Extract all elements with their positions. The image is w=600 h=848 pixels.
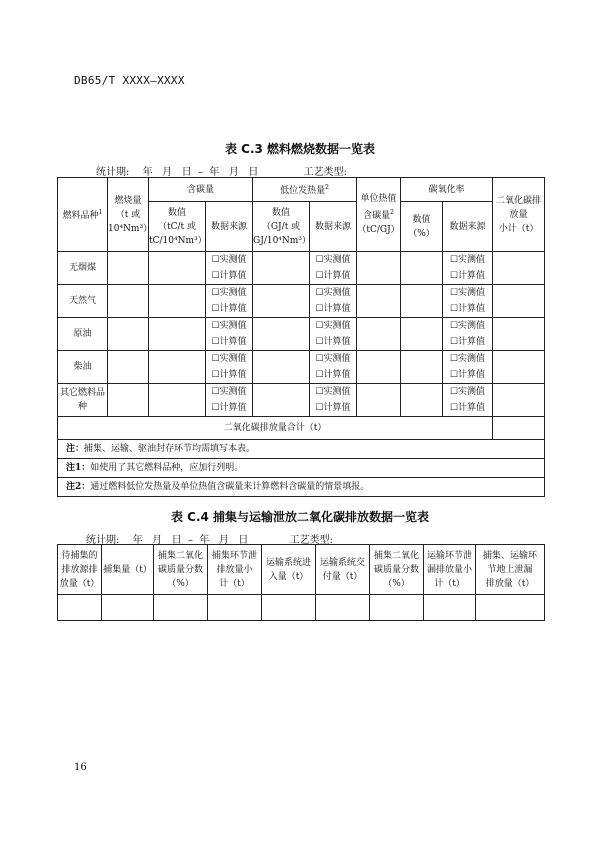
ox-source-options[interactable]: ☐实测值 ☐计算值 [443,351,493,384]
ox-source-options[interactable]: ☐实测值 ☐计算值 [443,285,493,318]
header-consumption: 燃烧量 （t 或 10⁴Nm³） [108,178,149,252]
data-cell[interactable] [208,595,262,621]
fuel-name: 其它燃料品种 [58,384,108,417]
header-transport-leak-subtotal: 运输环节泄 漏排放量小 计（t） [424,545,476,595]
unit-cc-cell[interactable] [357,252,401,285]
consumption-cell[interactable] [108,252,149,285]
ncv-value-cell[interactable] [253,384,310,417]
fuel-name: 无烟煤 [58,252,108,285]
total-row [58,417,545,440]
header-transport-co2-fraction: 捕集二氧化 碳质量分数 （%） [370,545,424,595]
cc-value-cell[interactable] [149,252,206,285]
cc-value-cell[interactable] [149,285,206,318]
header-ox-value: 数值 （%） [401,202,443,252]
table-row [58,252,545,285]
ox-source-options[interactable]: ☐实测值 ☐计算值 [443,252,493,285]
ncv-source-options[interactable]: ☐实测值 ☐计算值 [310,351,357,384]
consumption-cell[interactable] [108,318,149,351]
consumption-cell[interactable] [108,384,149,417]
cc-value-cell[interactable] [149,384,206,417]
table-row [58,384,545,417]
fuel-combustion-table [57,177,545,497]
ncv-source-options[interactable]: ☐实测值 ☐计算值 [310,252,357,285]
ncv-value-cell[interactable] [253,351,310,384]
data-cell[interactable] [316,595,370,621]
unit-cc-cell[interactable] [357,318,401,351]
header-ground-leak-total: 捕集、运输环 节地上泄漏 排放量（t） [476,545,545,595]
fuel-name: 柴油 [58,351,108,384]
note-2: 注2：通过燃料低位发热量及单位热值含碳量来计算燃料含碳量的情景填报。 [58,478,545,497]
ox-source-options[interactable]: ☐实测值 ☐计算值 [443,384,493,417]
ncv-value-cell[interactable] [253,285,310,318]
ox-value-cell[interactable] [401,351,443,384]
header-cc-source: 数据来源 [206,202,253,252]
consumption-cell[interactable] [108,351,149,384]
header-transport-delivery: 运输系统交 付量（t） [316,545,370,595]
stat-period-label: 统计期: [86,535,120,546]
header-cc-value: 数值 （tC/t 或 tC/10⁴Nm³） [149,202,206,252]
note-row [58,440,545,459]
stat-period-dates: 年 月 日 – 年 月 日 [142,167,259,178]
ncv-source-options[interactable]: ☐实测值 ☐计算值 [310,318,357,351]
process-type-label: 工艺类型: [303,167,347,178]
unit-cc-cell[interactable] [357,384,401,417]
table-row [58,595,545,621]
header-ncv: 低位发热量$^2$ [253,178,357,202]
table-row [58,285,545,318]
table-row [58,318,545,351]
unit-cc-cell[interactable] [357,285,401,318]
header-fuel-type: 燃料品种$^1$ [58,178,108,252]
ncv-value-cell[interactable] [253,252,310,285]
header-co2-subtotal: 二氧化碳排 放量 小计（t） [493,178,545,252]
data-cell[interactable] [370,595,424,621]
cc-value-cell[interactable] [149,318,206,351]
co2-total-label: 二氧化碳排放量合计（t） [58,417,493,440]
header-unit-carbon-content: 单位热值 含碳量$^2$ （tC/GJ） [357,178,401,252]
data-cell[interactable] [476,595,545,621]
data-cell[interactable] [262,595,316,621]
header-ncv-value: 数值 （GJ/t 或 GJ/10⁴Nm³） [253,202,310,252]
standard-code: DB65/T XXXX—XXXX [74,74,185,87]
data-cell[interactable] [58,595,102,621]
note-row [58,459,545,478]
header-carbon-content: 含碳量 [149,178,253,202]
header-source-emission: 待捕集的 排放源排 放量（t） [58,545,102,595]
ox-value-cell[interactable] [401,318,443,351]
page-number: 16 [74,762,87,773]
unit-cc-cell[interactable] [357,351,401,384]
data-cell[interactable] [154,595,208,621]
note-row [58,478,545,497]
cc-value-cell[interactable] [149,351,206,384]
table-c3-caption: 表 C.3 燃料燃烧数据一览表 [224,142,376,156]
ncv-value-cell[interactable] [253,318,310,351]
header-capture-amount: 捕集量（t） [102,545,154,595]
co2-subtotal-cell[interactable] [493,252,545,285]
cc-source-options[interactable]: ☐实测值 ☐计算值 [206,285,253,318]
header-ncv-source: 数据来源 [310,202,357,252]
table-row [58,351,545,384]
data-cell[interactable] [102,595,154,621]
cc-source-options[interactable]: ☐实测值 ☐计算值 [206,384,253,417]
header-row [58,545,545,595]
ncv-source-options[interactable]: ☐实测值 ☐计算值 [310,384,357,417]
header-capture-leak-subtotal: 捕集环节泄 排放量小 计（t） [208,545,262,595]
co2-subtotal-cell[interactable] [493,285,545,318]
ox-source-options[interactable]: ☐实测值 ☐计算值 [443,318,493,351]
co2-subtotal-cell[interactable] [493,384,545,417]
header-transport-input: 运输系统进 入量（t） [262,545,316,595]
ox-value-cell[interactable] [401,384,443,417]
table-c4-caption: 表 C.4 捕集与运输泄放二氧化碳排放数据一览表 [170,510,430,524]
cc-source-options[interactable]: ☐实测值 ☐计算值 [206,252,253,285]
stat-period-dates: 年 月 日 – 年 月 日 [132,535,249,546]
capture-transport-table [57,544,545,621]
cc-source-options[interactable]: ☐实测值 ☐计算值 [206,351,253,384]
fuel-name: 天然气 [58,285,108,318]
co2-subtotal-cell[interactable] [493,351,545,384]
ncv-source-options[interactable]: ☐实测值 ☐计算值 [310,285,357,318]
consumption-cell[interactable] [108,285,149,318]
co2-total-cell[interactable] [493,417,545,440]
header-capture-co2-fraction: 捕集二氧化 碳质量分数 （%） [154,545,208,595]
cc-source-options[interactable]: ☐实测值 ☐计算值 [206,318,253,351]
process-type-label: 工艺类型: [289,535,333,546]
header-ox-source: 数据来源 [443,202,493,252]
fuel-name: 原油 [58,318,108,351]
header-oxidation-rate: 碳氧化率 [401,178,493,202]
ox-value-cell[interactable] [401,285,443,318]
table-c3-stat-line [96,163,347,178]
note-general: 注：捕集、运输、驱油封存环节均需填写本表。 [58,440,545,459]
ox-value-cell[interactable] [401,252,443,285]
co2-subtotal-cell[interactable] [493,318,545,351]
data-cell[interactable] [424,595,476,621]
note-1: 注1：如使用了其它燃料品种，应加行列明。 [58,459,545,478]
stat-period-label: 统计期: [96,167,130,178]
